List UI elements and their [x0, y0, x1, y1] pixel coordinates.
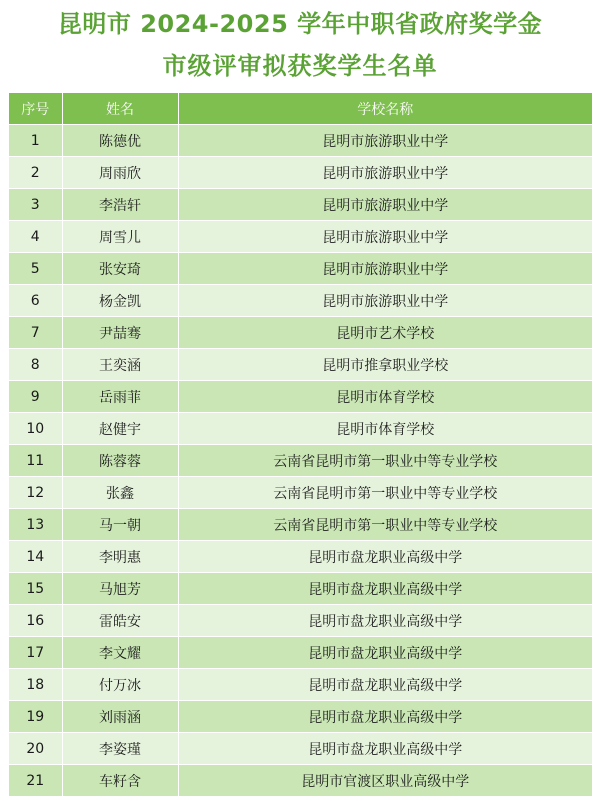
- header-index: 序号: [9, 93, 62, 125]
- student-name: 李姿瑾: [62, 733, 178, 765]
- table-row: [9, 637, 592, 669]
- school-name: 云南省昆明市第一职业中等专业学校: [178, 445, 592, 477]
- student-name: 付万冰: [62, 669, 178, 701]
- student-name: 周雨欣: [62, 157, 178, 189]
- row-index: 19: [9, 701, 62, 733]
- row-index: 3: [9, 189, 62, 221]
- student-name: 李文耀: [62, 637, 178, 669]
- school-name: 昆明市艺术学校: [178, 317, 592, 349]
- table-row: [9, 285, 592, 317]
- student-name: 陈德优: [62, 125, 178, 157]
- student-name: 雷皓安: [62, 605, 178, 637]
- student-name: 李浩轩: [62, 189, 178, 221]
- school-name: 昆明市旅游职业中学: [178, 157, 592, 189]
- school-name: 昆明市旅游职业中学: [178, 189, 592, 221]
- student-name: 周雪儿: [62, 221, 178, 253]
- table-header-row: [9, 93, 592, 125]
- student-name: 马旭芳: [62, 573, 178, 605]
- student-name: 刘雨涵: [62, 701, 178, 733]
- table-row: [9, 445, 592, 477]
- school-name: 昆明市官渡区职业高级中学: [178, 765, 592, 797]
- student-name: 赵健宇: [62, 413, 178, 445]
- school-name: 昆明市盘龙职业高级中学: [178, 637, 592, 669]
- row-index: 2: [9, 157, 62, 189]
- table-row: [9, 509, 592, 541]
- row-index: 7: [9, 317, 62, 349]
- row-index: 5: [9, 253, 62, 285]
- student-name: 车籽含: [62, 765, 178, 797]
- table-row: [9, 381, 592, 413]
- student-name: 陈蓉蓉: [62, 445, 178, 477]
- school-name: 昆明市体育学校: [178, 381, 592, 413]
- row-index: 10: [9, 413, 62, 445]
- table-row: [9, 125, 592, 157]
- table-row: [9, 669, 592, 701]
- table-body: [9, 125, 592, 797]
- student-name: 岳雨菲: [62, 381, 178, 413]
- school-name: 昆明市盘龙职业高级中学: [178, 541, 592, 573]
- table-row: [9, 413, 592, 445]
- table-row: [9, 701, 592, 733]
- school-name: 昆明市盘龙职业高级中学: [178, 701, 592, 733]
- table-row: [9, 189, 592, 221]
- table-row: [9, 477, 592, 509]
- header-name: 姓名: [62, 93, 178, 125]
- school-name: 昆明市推拿职业学校: [178, 349, 592, 381]
- award-list-table: [9, 93, 592, 796]
- table-row: [9, 221, 592, 253]
- row-index: 13: [9, 509, 62, 541]
- school-name: 昆明市盘龙职业高级中学: [178, 733, 592, 765]
- header-school: 学校名称: [178, 93, 592, 125]
- row-index: 12: [9, 477, 62, 509]
- table-row: [9, 317, 592, 349]
- school-name: 昆明市盘龙职业高级中学: [178, 605, 592, 637]
- school-name: 昆明市旅游职业中学: [178, 285, 592, 317]
- row-index: 16: [9, 605, 62, 637]
- school-name: 昆明市盘龙职业高级中学: [178, 573, 592, 605]
- row-index: 11: [9, 445, 62, 477]
- row-index: 6: [9, 285, 62, 317]
- student-name: 尹喆骞: [62, 317, 178, 349]
- table-row: [9, 349, 592, 381]
- row-index: 17: [9, 637, 62, 669]
- student-name: 张鑫: [62, 477, 178, 509]
- table-row: [9, 157, 592, 189]
- school-name: 云南省昆明市第一职业中等专业学校: [178, 509, 592, 541]
- student-name: 王奕涵: [62, 349, 178, 381]
- school-name: 昆明市盘龙职业高级中学: [178, 669, 592, 701]
- document-title-line-2: 市级评审拟获奖学生名单: [162, 52, 438, 80]
- row-index: 8: [9, 349, 62, 381]
- row-index: 21: [9, 765, 62, 797]
- school-name: 昆明市体育学校: [178, 413, 592, 445]
- school-name: 昆明市旅游职业中学: [178, 125, 592, 157]
- student-name: 马一朝: [62, 509, 178, 541]
- table-row: [9, 765, 592, 797]
- table-row: [9, 573, 592, 605]
- school-name: 云南省昆明市第一职业中等专业学校: [178, 477, 592, 509]
- school-name: 昆明市旅游职业中学: [178, 221, 592, 253]
- student-name: 李明惠: [62, 541, 178, 573]
- document-title-line-1: 昆明市 2024-2025 学年中职省政府奖学金: [57, 10, 543, 38]
- student-name: 杨金凯: [62, 285, 178, 317]
- student-name: 张安琦: [62, 253, 178, 285]
- school-name: 昆明市旅游职业中学: [178, 253, 592, 285]
- row-index: 20: [9, 733, 62, 765]
- table-row: [9, 541, 592, 573]
- row-index: 1: [9, 125, 62, 157]
- row-index: 14: [9, 541, 62, 573]
- row-index: 15: [9, 573, 62, 605]
- table-row: [9, 605, 592, 637]
- row-index: 9: [9, 381, 62, 413]
- row-index: 4: [9, 221, 62, 253]
- table-row: [9, 253, 592, 285]
- row-index: 18: [9, 669, 62, 701]
- table-row: [9, 733, 592, 765]
